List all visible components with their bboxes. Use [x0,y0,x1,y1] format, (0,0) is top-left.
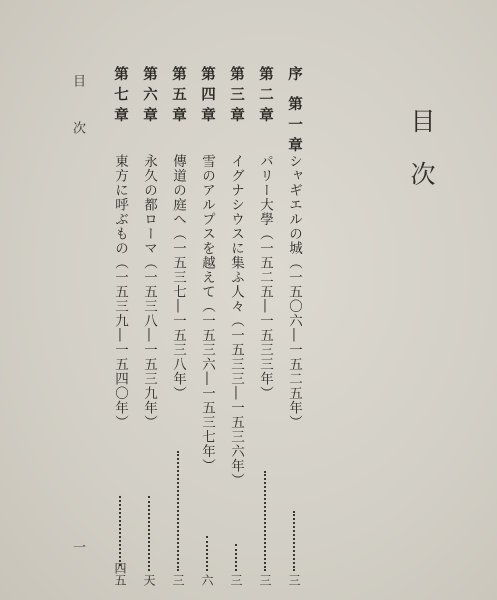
toc-entry-chapter-2[interactable] [254,66,276,586]
toc-entry-title: シャギエルの城（一五〇六―一五二五年） [286,154,302,430]
leader-dots [264,471,266,571]
page-title: 目次 [407,108,436,214]
leader-dots [177,451,179,571]
toc-entry-label: 第六章 [141,66,158,128]
toc-entry-title: 東方に呼ぶもの（一五三九―一五四〇年） [112,154,128,430]
toc-entry-chapter-6[interactable] [138,66,160,586]
toc-entry-page: 六 [200,574,214,586]
toc-entry-page: 四五 [113,562,127,586]
toc-entry-page: 三 [229,574,243,586]
leader-dots [119,496,121,566]
toc-entry-chapter-7[interactable] [109,66,131,586]
toc-entry-page: 三 [258,574,272,586]
toc-entry-page: 三 [287,574,301,586]
page-number: 一 [70,540,85,553]
toc-entry-title: パリー大學（一五二五―一五三三年） [257,154,273,401]
running-head: 目次 [70,74,85,168]
toc-entry-chapter-3[interactable] [225,66,247,586]
toc-entry-title: 永久の都ローマ（一五三八―一五三九年） [141,154,157,430]
toc-entry-title: イグナシウスに集ふ人々（一五三三―一五三六年） [228,154,244,488]
toc-entry-chapter-5[interactable] [167,66,189,586]
toc-entry-chapter-1[interactable] [283,66,305,586]
toc-entry-page: 三 [171,574,185,586]
toc-entry-label: 序 [286,66,303,87]
toc-entry-page: 天 [142,574,156,586]
toc-entry-title: 雪のアルプスを越えて（一五三六―一五三七年） [199,154,215,473]
leader-dots [293,511,295,571]
leader-dots [235,544,237,571]
leader-dots [206,536,208,571]
leader-dots [148,496,150,571]
toc-entry-label: 第五章 [170,66,187,128]
toc-entry-label: 第二章 [257,66,274,128]
toc-entry-label: 第四章 [199,66,216,128]
toc-entry-label: 第三章 [228,66,245,128]
toc-entry-label: 第七章 [112,66,129,128]
toc-entry-chapter-4[interactable] [196,66,218,586]
toc-entry-title: 傳道の庭へ（一五三七―一五三八年） [170,154,186,401]
toc-entry-label: 第一章 [286,96,303,158]
